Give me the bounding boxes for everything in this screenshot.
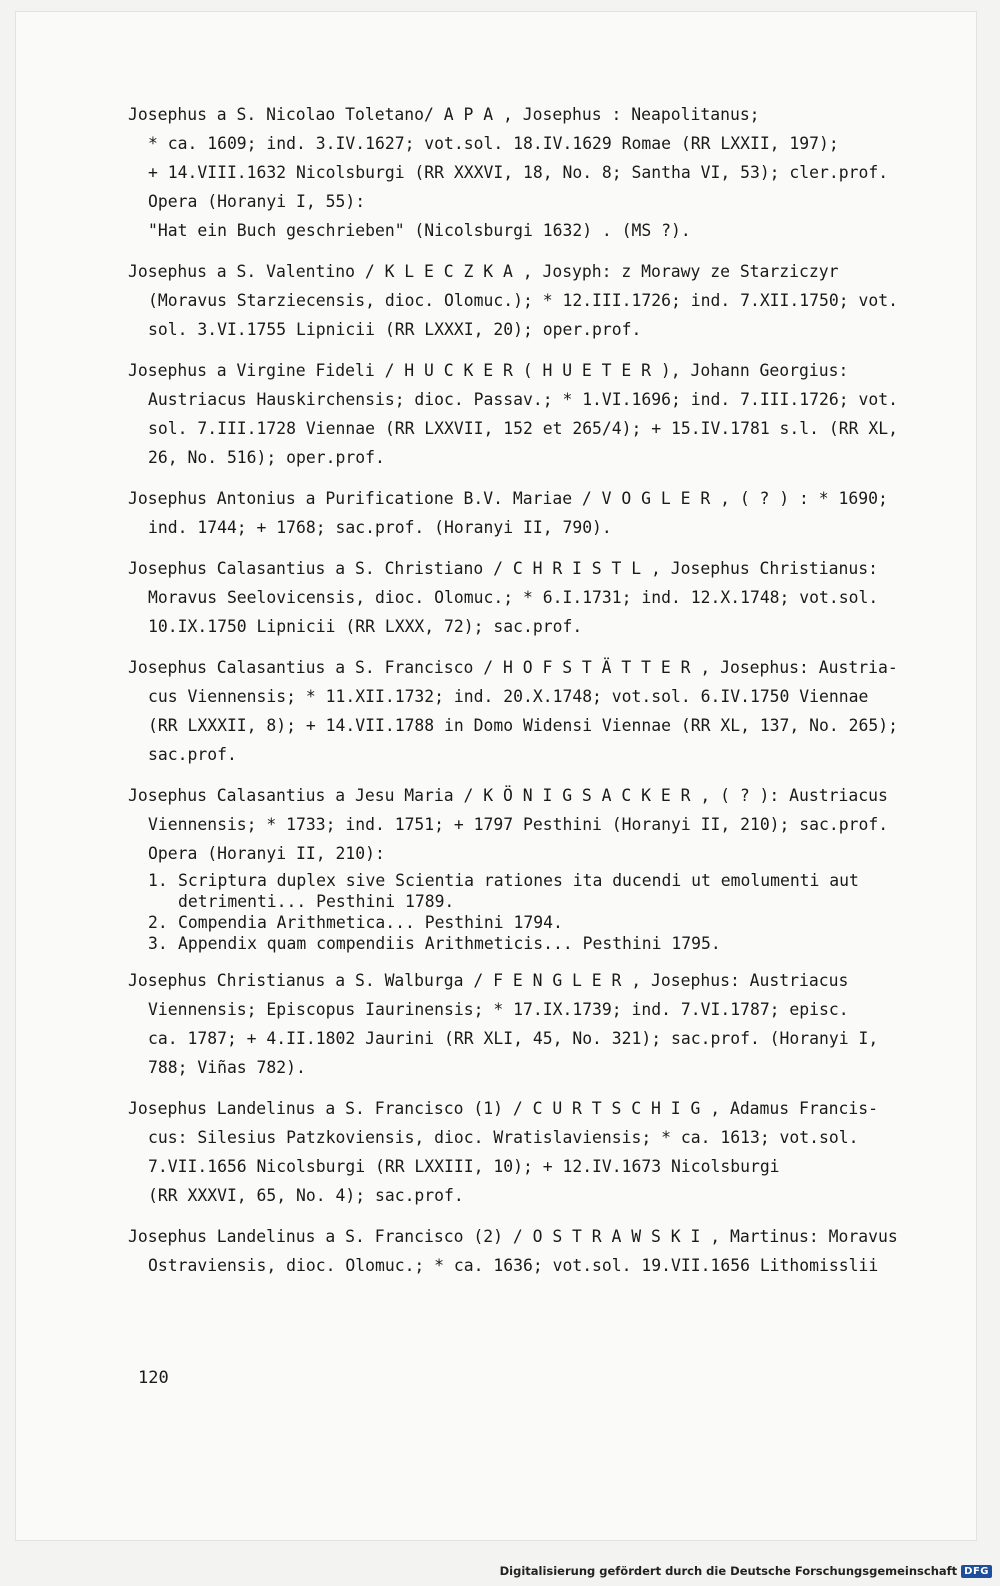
entry-heading-line: Josephus a S. Valentino / K L E C Z K A , Josyph: z Morawy ze Starziczyr (128, 262, 839, 281)
entry-line: Austriacus Hauskirchensis; dioc. Passav.; * 1.VI.1696; ind. 7.III.1726; vot. (148, 390, 898, 409)
entry-line: Ostraviensis, dioc. Olomuc.; * ca. 1636; vot.sol. 19.VII.1656 Lithomisslii (148, 1256, 879, 1275)
entry (128, 554, 948, 641)
opera-item-text (178, 870, 859, 912)
opera-item-number: 1. (148, 871, 168, 890)
opera-item-number: 3. (148, 934, 168, 953)
entry (128, 257, 948, 344)
footer-credit (500, 1560, 992, 1582)
entry-line: 10.IX.1750 Lipnicii (RR LXXX, 72); sac.prof. (148, 617, 583, 636)
entry (128, 966, 948, 1082)
entry-line: ind. 1744; + 1768; sac.prof. (Horanyi II, 790). (148, 518, 612, 537)
opera-item (148, 912, 948, 933)
entry-line: 7.VII.1656 Nicolsburgi (RR LXXIII, 10); + 12.IV.1673 Nicolsburgi (148, 1157, 780, 1176)
entry-heading-line: Josephus a S. Nicolao Toletano/ A P A , Josephus : Neapolitanus; (128, 105, 760, 124)
page-number: 120 (138, 1368, 169, 1388)
entry-line: Opera (Horanyi II, 210): (148, 844, 385, 863)
entry-line: Viennensis; * 1733; ind. 1751; + 1797 Pesthini (Horanyi II, 210); sac.prof. (148, 815, 889, 834)
entry-line: Moravus Seelovicensis, dioc. Olomuc.; * 6.I.1731; ind. 12.X.1748; vot.sol. (148, 588, 879, 607)
entry-line: sol. 7.III.1728 Viennae (RR LXXVII, 152 et 265/4); + 15.IV.1781 s.l. (RR XL, (148, 419, 898, 438)
opera-item-number: 2. (148, 913, 168, 932)
opera-item (148, 870, 948, 912)
entry-line: * ca. 1609; ind. 3.IV.1627; vot.sol. 18.IV.1629 Romae (RR LXXII, 197); (148, 134, 839, 153)
entry-heading-line: Josephus Calasantius a S. Christiano / C H R I S T L , Josephus Christianus: (128, 559, 878, 578)
entry-line: 788; Viñas 782). (148, 1058, 306, 1077)
opera-item-text (178, 933, 721, 954)
entry (128, 653, 948, 769)
entry-line: sol. 3.VI.1755 Lipnicii (RR LXXXI, 20); oper.prof. (148, 320, 642, 339)
entry-line: cus Viennensis; * 11.XII.1732; ind. 20.X.1748; vot.sol. 6.IV.1750 Viennae (148, 687, 869, 706)
opera-list (128, 870, 948, 954)
entry-heading-line: Josephus Antonius a Purificatione B.V. Mariae / V O G L E R , ( ? ) : * 1690; (128, 489, 888, 508)
opera-item-line: Compendia Arithmetica... Pesthini 1794. (178, 913, 563, 932)
entry-line: (RR XXXVI, 65, No. 4); sac.prof. (148, 1186, 464, 1205)
entry (128, 1094, 948, 1210)
entry-heading-line: Josephus Christianus a S. Walburga / F E N G L E R , Josephus: Austriacus (128, 971, 849, 990)
entry (128, 356, 948, 472)
footer-text: Digitalisierung gefördert durch die Deutsche Forschungsgemeinschaft (499, 1564, 958, 1578)
document-page (16, 12, 976, 1540)
entry-line: (Moravus Starziecensis, dioc. Olomuc.); * 12.III.1726; ind. 7.XII.1750; vot. (148, 291, 898, 310)
entry (128, 1222, 948, 1280)
entry (128, 484, 948, 542)
opera-item-text (178, 912, 563, 933)
entry-line: cus: Silesius Patzkoviensis, dioc. Wratislaviensis; * ca. 1613; vot.sol. (148, 1128, 859, 1147)
entry-list (128, 100, 948, 1292)
entry-heading-line: Josephus Landelinus a S. Francisco (2) / O S T R A W S K I , Martinus: Moravus (128, 1227, 898, 1246)
dfg-logo: DFG (961, 1565, 992, 1578)
entry-heading-line: Josephus Landelinus a S. Francisco (1) / C U R T S C H I G , Adamus Francis- (128, 1099, 878, 1118)
entry-line: Viennensis; Episcopus Iaurinensis; * 17.IX.1739; ind. 7.VI.1787; episc. (148, 1000, 849, 1019)
opera-item (148, 933, 948, 954)
entry-heading-line: Josephus Calasantius a S. Francisco / H O F S T Ä T T E R , Josephus: Austria- (128, 658, 898, 677)
entry-heading-line: Josephus a Virgine Fideli / H U C K E R ( H U E T E R ), Johann Georgius: (128, 361, 849, 380)
entry (128, 781, 948, 954)
opera-item-line: Appendix quam compendiis Arithmeticis... Pesthini 1795. (178, 934, 721, 953)
entry-heading-line: Josephus Calasantius a Jesu Maria / K Ö N I G S A C K E R , ( ? ): Austriacus (128, 786, 888, 805)
entry-line: sac.prof. (148, 745, 237, 764)
opera-item-line: Scriptura duplex sive Scientia rationes ita ducendi ut emolumenti aut (178, 871, 859, 890)
entry-line: 26, No. 516); oper.prof. (148, 448, 385, 467)
entry-line: Opera (Horanyi I, 55): (148, 192, 366, 211)
entry-line: + 14.VIII.1632 Nicolsburgi (RR XXXVI, 18, No. 8; Santha VI, 53); cler.prof. (148, 163, 889, 182)
entry (128, 100, 948, 245)
entry-line: (RR LXXXII, 8); + 14.VII.1788 in Domo Widensi Viennae (RR XL, 137, No. 265); (148, 716, 898, 735)
opera-item-line: detrimenti... Pesthini 1789. (178, 892, 455, 911)
entry-line: ca. 1787; + 4.II.1802 Jaurini (RR XLI, 45, No. 321); sac.prof. (Horanyi I, (148, 1029, 879, 1048)
entry-line: "Hat ein Buch geschrieben" (Nicolsburgi 1632) . (MS ?). (148, 221, 691, 240)
